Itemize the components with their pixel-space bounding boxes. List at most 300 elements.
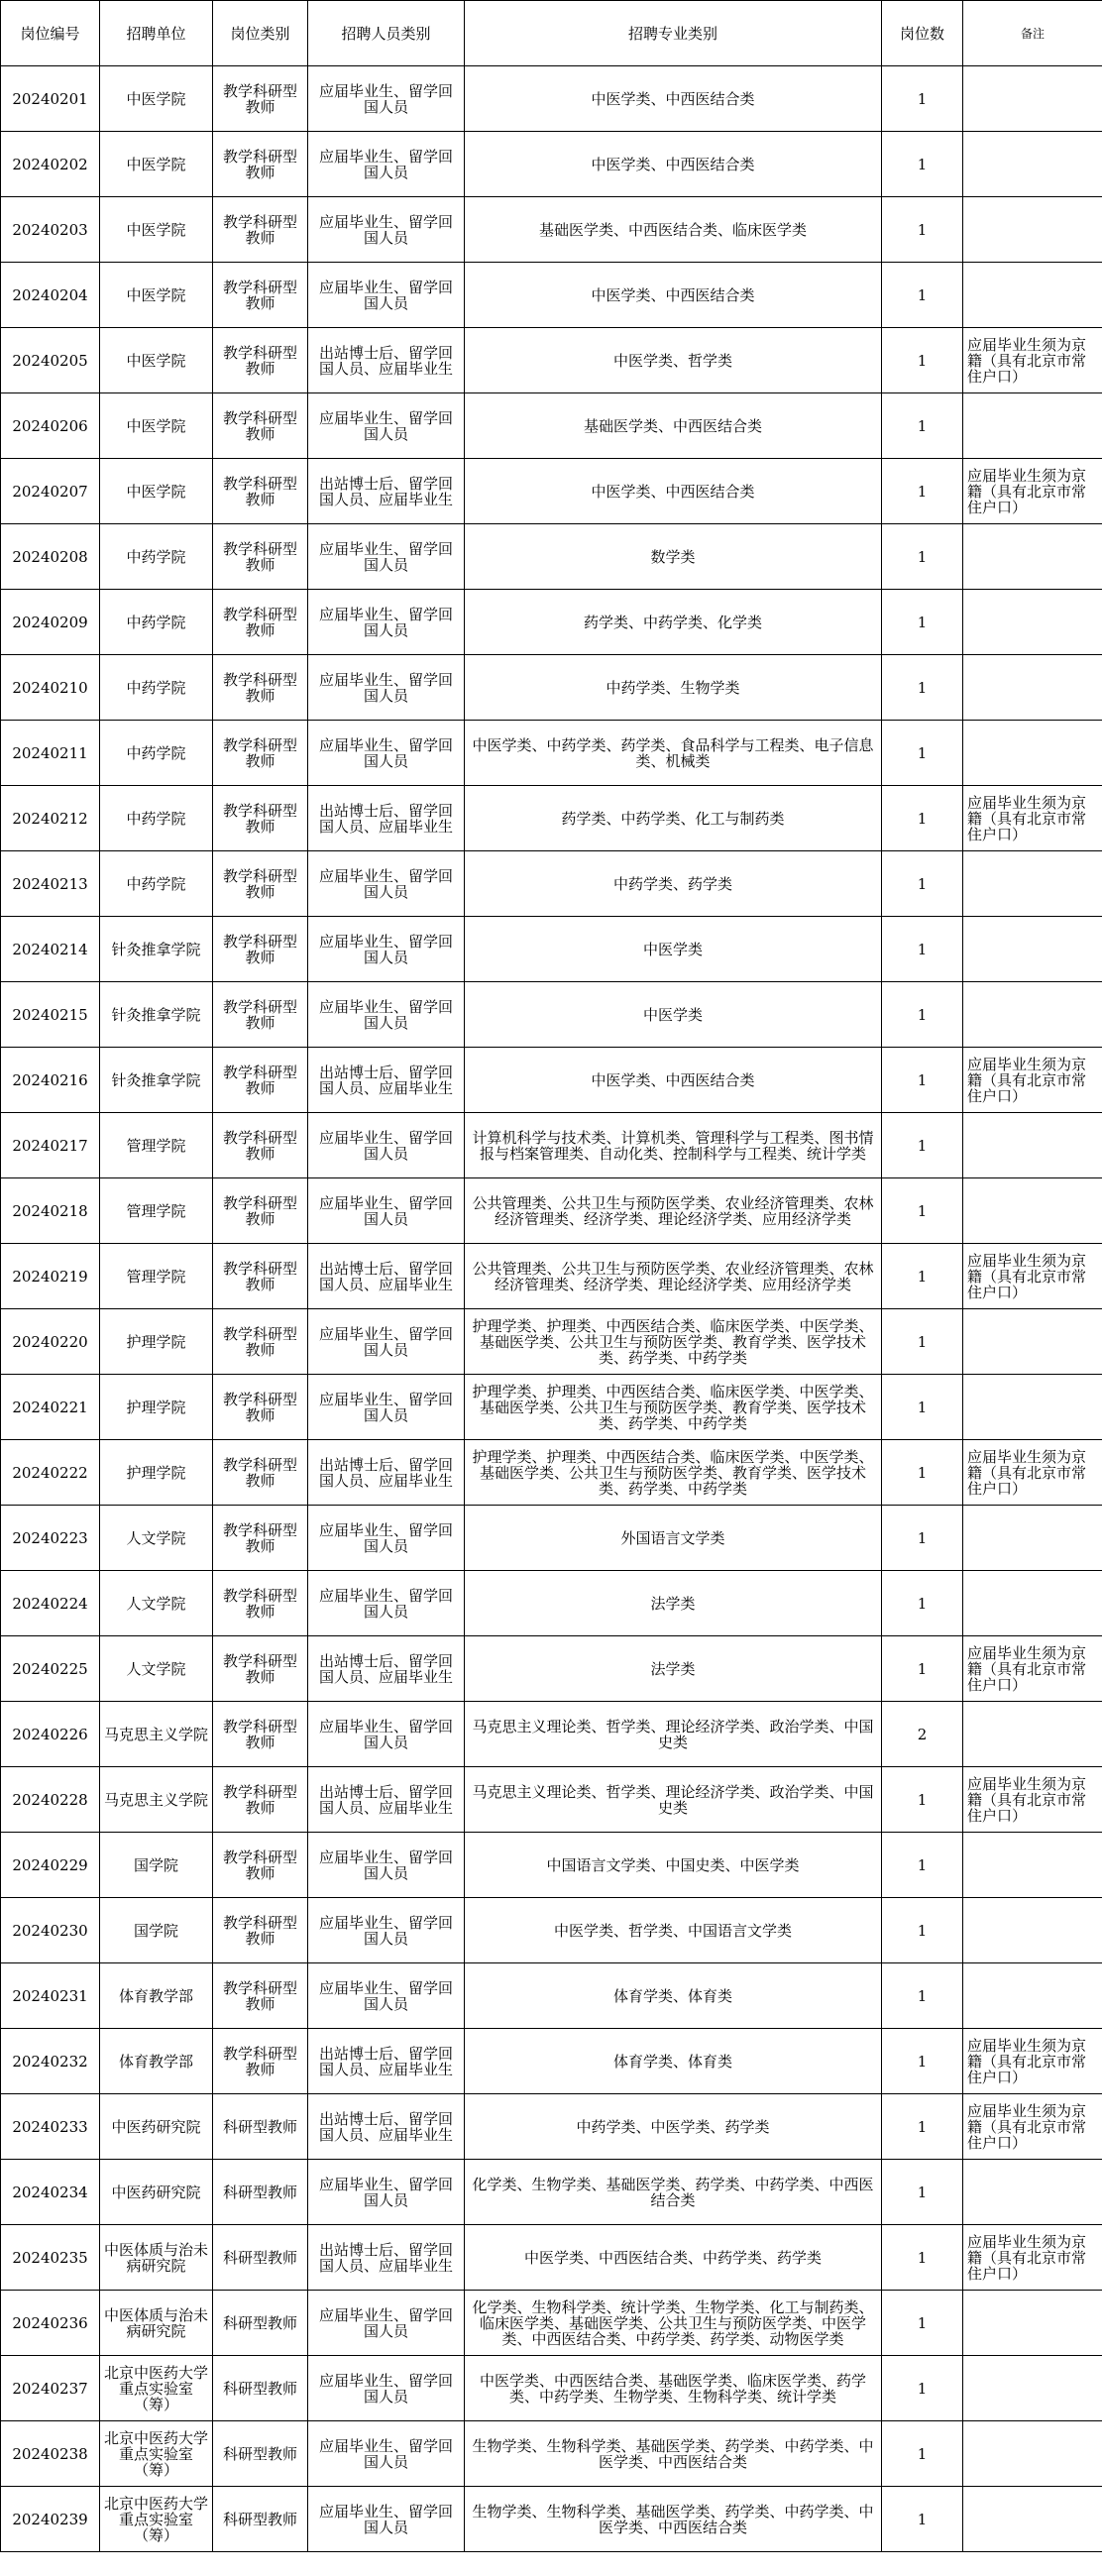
position-count-cell: 1 (882, 1767, 963, 1833)
position-type-cell: 教学科研型教师 (213, 1702, 308, 1767)
major-cell: 生物学类、生物科学类、基础医学类、药学类、中药学类、中医学类、中西医结合类 (465, 2487, 882, 2552)
position-code-cell: 20240231 (1, 1963, 100, 2029)
table-row (1, 2356, 1102, 2421)
personnel-type-cell: 应届毕业生、留学回国人员 (308, 2356, 465, 2421)
unit-cell: 体育教学部 (100, 2029, 213, 2094)
header-code: 岗位编号 (1, 1, 100, 66)
table-row (1, 2225, 1102, 2291)
position-type-cell: 教学科研型教师 (213, 1113, 308, 1178)
major-cell: 中医学类、中西医结合类、中药学类、药学类 (465, 2225, 882, 2291)
position-type-cell: 教学科研型教师 (213, 982, 308, 1048)
position-count-cell: 1 (882, 1963, 963, 2029)
position-type-cell: 教学科研型教师 (213, 263, 308, 328)
personnel-type-cell: 应届毕业生、留学回国人员 (308, 721, 465, 786)
major-cell: 基础医学类、中西医结合类 (465, 393, 882, 459)
position-type-cell: 教学科研型教师 (213, 1767, 308, 1833)
major-cell: 护理学类、护理类、中西医结合类、临床医学类、中医学类、基础医学类、公共卫生与预防医学类、教育学类、医学技术类、药学类、中药学类 (465, 1440, 882, 1506)
major-cell: 马克思主义理论类、哲学类、理论经济学类、政治学类、中国史类 (465, 1767, 882, 1833)
personnel-type-cell: 应届毕业生、留学回国人员 (308, 1898, 465, 1963)
header-type: 岗位类别 (213, 1, 308, 66)
position-code-cell: 20240217 (1, 1113, 100, 1178)
personnel-type-cell: 应届毕业生、留学回国人员 (308, 1375, 465, 1440)
position-code-cell: 20240201 (1, 66, 100, 132)
unit-cell: 国学院 (100, 1833, 213, 1898)
unit-cell: 中药学院 (100, 655, 213, 721)
position-code-cell: 20240215 (1, 982, 100, 1048)
unit-cell: 北京中医药大学重点实验室（筹） (100, 2356, 213, 2421)
position-type-cell: 教学科研型教师 (213, 1898, 308, 1963)
note-cell (963, 2160, 1102, 2225)
position-count-cell: 1 (882, 2094, 963, 2160)
position-code-cell: 20240224 (1, 1571, 100, 1636)
personnel-type-cell: 出站博士后、留学回国人员、应届毕业生 (308, 328, 465, 393)
position-type-cell: 教学科研型教师 (213, 786, 308, 851)
major-cell: 中医学类、哲学类、中国语言文学类 (465, 1898, 882, 1963)
position-type-cell: 教学科研型教师 (213, 328, 308, 393)
position-type-cell: 教学科研型教师 (213, 655, 308, 721)
note-cell: 应届毕业生须为京籍（具有北京市常住户口） (963, 328, 1102, 393)
header-major: 招聘专业类别 (465, 1, 882, 66)
personnel-type-cell: 应届毕业生、留学回国人员 (308, 1963, 465, 2029)
major-cell: 中医学类、中药学类、药学类、食品科学与工程类、电子信息类、机械类 (465, 721, 882, 786)
table-row (1, 1702, 1102, 1767)
personnel-type-cell: 应届毕业生、留学回国人员 (308, 655, 465, 721)
major-cell: 基础医学类、中西医结合类、临床医学类 (465, 197, 882, 263)
position-type-cell: 教学科研型教师 (213, 66, 308, 132)
unit-cell: 中医学院 (100, 66, 213, 132)
personnel-type-cell: 应届毕业生、留学回国人员 (308, 524, 465, 590)
note-cell (963, 721, 1102, 786)
unit-cell: 管理学院 (100, 1244, 213, 1309)
position-count-cell: 1 (882, 1244, 963, 1309)
position-code-cell: 20240212 (1, 786, 100, 851)
unit-cell: 中医学院 (100, 263, 213, 328)
position-count-cell: 1 (882, 655, 963, 721)
note-cell (963, 1375, 1102, 1440)
table-row (1, 1113, 1102, 1178)
position-count-cell: 1 (882, 66, 963, 132)
major-cell: 外国语言文学类 (465, 1506, 882, 1571)
personnel-type-cell: 出站博士后、留学回国人员、应届毕业生 (308, 1048, 465, 1113)
table-row (1, 263, 1102, 328)
personnel-type-cell: 应届毕业生、留学回国人员 (308, 590, 465, 655)
position-type-cell: 教学科研型教师 (213, 524, 308, 590)
personnel-type-cell: 出站博士后、留学回国人员、应届毕业生 (308, 2029, 465, 2094)
position-count-cell: 1 (882, 917, 963, 982)
table-row (1, 459, 1102, 524)
position-code-cell: 20240223 (1, 1506, 100, 1571)
table-row (1, 2487, 1102, 2552)
position-count-cell: 1 (882, 1506, 963, 1571)
unit-cell: 中药学院 (100, 851, 213, 917)
position-count-cell: 1 (882, 1113, 963, 1178)
unit-cell: 国学院 (100, 1898, 213, 1963)
position-code-cell: 20240219 (1, 1244, 100, 1309)
position-count-cell: 1 (882, 2225, 963, 2291)
note-cell (963, 1113, 1102, 1178)
position-code-cell: 20240209 (1, 590, 100, 655)
unit-cell: 护理学院 (100, 1375, 213, 1440)
position-type-cell: 科研型教师 (213, 2487, 308, 2552)
note-cell (963, 263, 1102, 328)
note-cell (963, 655, 1102, 721)
personnel-type-cell: 应届毕业生、留学回国人员 (308, 2421, 465, 2487)
table-row (1, 655, 1102, 721)
header-note: 备注 (963, 1, 1102, 66)
position-count-cell: 1 (882, 1898, 963, 1963)
major-cell: 中医学类、中西医结合类 (465, 263, 882, 328)
major-cell: 法学类 (465, 1571, 882, 1636)
position-code-cell: 20240228 (1, 1767, 100, 1833)
position-code-cell: 20240208 (1, 524, 100, 590)
position-code-cell: 20240230 (1, 1898, 100, 1963)
table-row (1, 328, 1102, 393)
position-type-cell: 教学科研型教师 (213, 1440, 308, 1506)
position-count-cell: 1 (882, 197, 963, 263)
major-cell: 体育学类、体育类 (465, 2029, 882, 2094)
table-row (1, 132, 1102, 197)
position-count-cell: 1 (882, 132, 963, 197)
header-row (1, 1, 1102, 66)
position-count-cell: 1 (882, 786, 963, 851)
position-type-cell: 教学科研型教师 (213, 1571, 308, 1636)
table-row (1, 2291, 1102, 2356)
unit-cell: 中药学院 (100, 590, 213, 655)
personnel-type-cell: 应届毕业生、留学回国人员 (308, 197, 465, 263)
position-code-cell: 20240211 (1, 721, 100, 786)
position-type-cell: 教学科研型教师 (213, 590, 308, 655)
note-cell (963, 851, 1102, 917)
table-row (1, 1898, 1102, 1963)
position-code-cell: 20240221 (1, 1375, 100, 1440)
position-count-cell: 1 (882, 2160, 963, 2225)
unit-cell: 中医学院 (100, 393, 213, 459)
personnel-type-cell: 应届毕业生、留学回国人员 (308, 1309, 465, 1375)
major-cell: 中国语言文学类、中国史类、中医学类 (465, 1833, 882, 1898)
position-type-cell: 教学科研型教师 (213, 1506, 308, 1571)
position-code-cell: 20240202 (1, 132, 100, 197)
header-count: 岗位数 (882, 1, 963, 66)
position-code-cell: 20240204 (1, 263, 100, 328)
position-code-cell: 20240216 (1, 1048, 100, 1113)
unit-cell: 护理学院 (100, 1440, 213, 1506)
position-code-cell: 20240207 (1, 459, 100, 524)
table-row (1, 851, 1102, 917)
table-row (1, 1375, 1102, 1440)
table-row (1, 1636, 1102, 1702)
position-count-cell: 1 (882, 1833, 963, 1898)
unit-cell: 北京中医药大学重点实验室（筹） (100, 2421, 213, 2487)
personnel-type-cell: 应届毕业生、留学回国人员 (308, 1113, 465, 1178)
unit-cell: 人文学院 (100, 1571, 213, 1636)
major-cell: 化学类、生物科学类、统计学类、生物学类、化工与制药类、临床医学类、基础医学类、公共卫生与预防医学类、中医学类、中西医结合类、中药学类、药学类、动物医学类 (465, 2291, 882, 2356)
position-type-cell: 教学科研型教师 (213, 1833, 308, 1898)
unit-cell: 中药学院 (100, 524, 213, 590)
position-code-cell: 20240218 (1, 1178, 100, 1244)
table-row (1, 66, 1102, 132)
table-row (1, 197, 1102, 263)
unit-cell: 针灸推拿学院 (100, 917, 213, 982)
position-code-cell: 20240225 (1, 1636, 100, 1702)
unit-cell: 体育教学部 (100, 1963, 213, 2029)
major-cell: 中药学类、生物学类 (465, 655, 882, 721)
position-count-cell: 1 (882, 1178, 963, 1244)
position-count-cell: 1 (882, 1440, 963, 1506)
unit-cell: 中医体质与治未病研究院 (100, 2291, 213, 2356)
position-count-cell: 1 (882, 1309, 963, 1375)
personnel-type-cell: 出站博士后、留学回国人员、应届毕业生 (308, 1440, 465, 1506)
major-cell: 数学类 (465, 524, 882, 590)
position-code-cell: 20240239 (1, 2487, 100, 2552)
position-code-cell: 20240213 (1, 851, 100, 917)
personnel-type-cell: 出站博士后、留学回国人员、应届毕业生 (308, 786, 465, 851)
note-cell (963, 197, 1102, 263)
position-count-cell: 1 (882, 590, 963, 655)
unit-cell: 中药学院 (100, 786, 213, 851)
note-cell (963, 524, 1102, 590)
position-type-cell: 教学科研型教师 (213, 851, 308, 917)
position-count-cell: 1 (882, 328, 963, 393)
table-row (1, 721, 1102, 786)
position-count-cell: 1 (882, 459, 963, 524)
major-cell: 中药学类、中医学类、药学类 (465, 2094, 882, 2160)
note-cell: 应届毕业生须为京籍（具有北京市常住户口） (963, 1636, 1102, 1702)
personnel-type-cell: 出站博士后、留学回国人员、应届毕业生 (308, 1636, 465, 1702)
position-type-cell: 科研型教师 (213, 2160, 308, 2225)
major-cell: 法学类 (465, 1636, 882, 1702)
unit-cell: 中医体质与治未病研究院 (100, 2225, 213, 2291)
personnel-type-cell: 应届毕业生、留学回国人员 (308, 132, 465, 197)
note-cell: 应届毕业生须为京籍（具有北京市常住户口） (963, 786, 1102, 851)
note-cell (963, 66, 1102, 132)
position-code-cell: 20240232 (1, 2029, 100, 2094)
table-row (1, 1833, 1102, 1898)
major-cell: 体育学类、体育类 (465, 1963, 882, 2029)
note-cell: 应届毕业生须为京籍（具有北京市常住户口） (963, 2225, 1102, 2291)
position-type-cell: 教学科研型教师 (213, 459, 308, 524)
major-cell: 药学类、中药学类、化工与制药类 (465, 786, 882, 851)
personnel-type-cell: 应届毕业生、留学回国人员 (308, 66, 465, 132)
position-code-cell: 20240222 (1, 1440, 100, 1506)
note-cell: 应届毕业生须为京籍（具有北京市常住户口） (963, 1440, 1102, 1506)
position-type-cell: 教学科研型教师 (213, 721, 308, 786)
position-type-cell: 教学科研型教师 (213, 197, 308, 263)
personnel-type-cell: 应届毕业生、留学回国人员 (308, 263, 465, 328)
note-cell (963, 2421, 1102, 2487)
note-cell (963, 982, 1102, 1048)
position-code-cell: 20240238 (1, 2421, 100, 2487)
note-cell (963, 2291, 1102, 2356)
note-cell (963, 2487, 1102, 2552)
table-row (1, 1963, 1102, 2029)
position-count-cell: 1 (882, 1048, 963, 1113)
position-code-cell: 20240210 (1, 655, 100, 721)
unit-cell: 人文学院 (100, 1636, 213, 1702)
table-body (1, 66, 1102, 2552)
unit-cell: 中医学院 (100, 459, 213, 524)
position-type-cell: 科研型教师 (213, 2356, 308, 2421)
personnel-type-cell: 出站博士后、留学回国人员、应届毕业生 (308, 2225, 465, 2291)
position-code-cell: 20240229 (1, 1833, 100, 1898)
major-cell: 中医学类、中西医结合类、基础医学类、临床医学类、药学类、中药学类、生物学类、生物科学类、统计学类 (465, 2356, 882, 2421)
table-row (1, 917, 1102, 982)
major-cell: 护理学类、护理类、中西医结合类、临床医学类、中医学类、基础医学类、公共卫生与预防医学类、教育学类、医学技术类、药学类、中药学类 (465, 1309, 882, 1375)
unit-cell: 马克思主义学院 (100, 1767, 213, 1833)
position-type-cell: 教学科研型教师 (213, 393, 308, 459)
position-type-cell: 科研型教师 (213, 2291, 308, 2356)
position-count-cell: 1 (882, 2291, 963, 2356)
position-count-cell: 1 (882, 2356, 963, 2421)
position-count-cell: 1 (882, 1571, 963, 1636)
personnel-type-cell: 出站博士后、留学回国人员、应届毕业生 (308, 1244, 465, 1309)
position-count-cell: 1 (882, 2029, 963, 2094)
position-count-cell: 1 (882, 524, 963, 590)
major-cell: 中药学类、药学类 (465, 851, 882, 917)
major-cell: 中医学类、中西医结合类 (465, 1048, 882, 1113)
position-count-cell: 1 (882, 1375, 963, 1440)
table-row (1, 2094, 1102, 2160)
position-code-cell: 20240206 (1, 393, 100, 459)
note-cell: 应届毕业生须为京籍（具有北京市常住户口） (963, 459, 1102, 524)
position-count-cell: 1 (882, 982, 963, 1048)
major-cell: 中医学类、中西医结合类 (465, 459, 882, 524)
position-count-cell: 1 (882, 721, 963, 786)
table-row (1, 1048, 1102, 1113)
unit-cell: 中医药研究院 (100, 2160, 213, 2225)
table-row (1, 1571, 1102, 1636)
unit-cell: 中医学院 (100, 197, 213, 263)
unit-cell: 护理学院 (100, 1309, 213, 1375)
table-row (1, 982, 1102, 1048)
note-cell (963, 1833, 1102, 1898)
position-type-cell: 教学科研型教师 (213, 1636, 308, 1702)
position-type-cell: 教学科研型教师 (213, 1048, 308, 1113)
header-unit: 招聘单位 (100, 1, 213, 66)
unit-cell: 北京中医药大学重点实验室（筹） (100, 2487, 213, 2552)
unit-cell: 中医药研究院 (100, 2094, 213, 2160)
major-cell: 中医学类 (465, 917, 882, 982)
note-cell (963, 917, 1102, 982)
note-cell (963, 1506, 1102, 1571)
position-code-cell: 20240214 (1, 917, 100, 982)
position-type-cell: 教学科研型教师 (213, 132, 308, 197)
personnel-type-cell: 应届毕业生、留学回国人员 (308, 1571, 465, 1636)
personnel-type-cell: 出站博士后、留学回国人员、应届毕业生 (308, 2094, 465, 2160)
major-cell: 计算机科学与技术类、计算机类、管理科学与工程类、图书情报与档案管理类、自动化类、控制科学与工程类、统计学类 (465, 1113, 882, 1178)
position-type-cell: 科研型教师 (213, 2225, 308, 2291)
note-cell: 应届毕业生须为京籍（具有北京市常住户口） (963, 1767, 1102, 1833)
personnel-type-cell: 应届毕业生、留学回国人员 (308, 851, 465, 917)
note-cell (963, 1571, 1102, 1636)
position-code-cell: 20240203 (1, 197, 100, 263)
position-type-cell: 教学科研型教师 (213, 1309, 308, 1375)
personnel-type-cell: 出站博士后、留学回国人员、应届毕业生 (308, 459, 465, 524)
position-count-cell: 2 (882, 1702, 963, 1767)
header-personnel: 招聘人员类别 (308, 1, 465, 66)
table-row (1, 2421, 1102, 2487)
position-type-cell: 科研型教师 (213, 2094, 308, 2160)
unit-cell: 管理学院 (100, 1178, 213, 1244)
personnel-type-cell: 应届毕业生、留学回国人员 (308, 2160, 465, 2225)
table-row (1, 2029, 1102, 2094)
table-row (1, 2160, 1102, 2225)
personnel-type-cell: 应届毕业生、留学回国人员 (308, 393, 465, 459)
position-count-cell: 1 (882, 1636, 963, 1702)
note-cell: 应届毕业生须为京籍（具有北京市常住户口） (963, 2094, 1102, 2160)
unit-cell: 管理学院 (100, 1113, 213, 1178)
position-count-cell: 1 (882, 393, 963, 459)
personnel-type-cell: 应届毕业生、留学回国人员 (308, 1506, 465, 1571)
major-cell: 护理学类、护理类、中西医结合类、临床医学类、中医学类、基础医学类、公共卫生与预防医学类、教育学类、医学技术类、药学类、中药学类 (465, 1375, 882, 1440)
personnel-type-cell: 应届毕业生、留学回国人员 (308, 1833, 465, 1898)
major-cell: 马克思主义理论类、哲学类、理论经济学类、政治学类、中国史类 (465, 1702, 882, 1767)
major-cell: 中医学类、中西医结合类 (465, 132, 882, 197)
major-cell: 药学类、中药学类、化学类 (465, 590, 882, 655)
major-cell: 公共管理类、公共卫生与预防医学类、农业经济管理类、农林经济管理类、经济学类、理论经济学类、应用经济学类 (465, 1178, 882, 1244)
personnel-type-cell: 应届毕业生、留学回国人员 (308, 1178, 465, 1244)
note-cell (963, 1702, 1102, 1767)
note-cell (963, 590, 1102, 655)
personnel-type-cell: 出站博士后、留学回国人员、应届毕业生 (308, 1767, 465, 1833)
table-row (1, 1506, 1102, 1571)
position-count-cell: 1 (882, 263, 963, 328)
table-row (1, 786, 1102, 851)
position-code-cell: 20240226 (1, 1702, 100, 1767)
major-cell: 公共管理类、公共卫生与预防医学类、农业经济管理类、农林经济管理类、经济学类、理论经济学类、应用经济学类 (465, 1244, 882, 1309)
major-cell: 化学类、生物学类、基础医学类、药学类、中药学类、中西医结合类 (465, 2160, 882, 2225)
major-cell: 生物学类、生物科学类、基础医学类、药学类、中药学类、中医学类、中西医结合类 (465, 2421, 882, 2487)
unit-cell: 马克思主义学院 (100, 1702, 213, 1767)
position-type-cell: 教学科研型教师 (213, 917, 308, 982)
table-row (1, 1244, 1102, 1309)
table-row (1, 393, 1102, 459)
position-type-cell: 教学科研型教师 (213, 1178, 308, 1244)
position-code-cell: 20240236 (1, 2291, 100, 2356)
position-code-cell: 20240237 (1, 2356, 100, 2421)
table-row (1, 1440, 1102, 1506)
unit-cell: 中医学院 (100, 328, 213, 393)
major-cell: 中医学类、哲学类 (465, 328, 882, 393)
table-row (1, 590, 1102, 655)
personnel-type-cell: 应届毕业生、留学回国人员 (308, 2487, 465, 2552)
position-code-cell: 20240205 (1, 328, 100, 393)
note-cell (963, 393, 1102, 459)
personnel-type-cell: 应届毕业生、留学回国人员 (308, 982, 465, 1048)
unit-cell: 针灸推拿学院 (100, 982, 213, 1048)
note-cell (963, 1309, 1102, 1375)
position-type-cell: 教学科研型教师 (213, 2029, 308, 2094)
position-code-cell: 20240233 (1, 2094, 100, 2160)
table-row (1, 1767, 1102, 1833)
table-row (1, 524, 1102, 590)
unit-cell: 人文学院 (100, 1506, 213, 1571)
unit-cell: 中药学院 (100, 721, 213, 786)
note-cell (963, 1963, 1102, 2029)
position-count-cell: 1 (882, 2421, 963, 2487)
position-type-cell: 教学科研型教师 (213, 1375, 308, 1440)
position-code-cell: 20240234 (1, 2160, 100, 2225)
major-cell: 中医学类 (465, 982, 882, 1048)
position-code-cell: 20240220 (1, 1309, 100, 1375)
position-count-cell: 1 (882, 851, 963, 917)
note-cell: 应届毕业生须为京籍（具有北京市常住户口） (963, 1244, 1102, 1309)
unit-cell: 中医学院 (100, 132, 213, 197)
major-cell: 中医学类、中西医结合类 (465, 66, 882, 132)
note-cell (963, 2356, 1102, 2421)
unit-cell: 针灸推拿学院 (100, 1048, 213, 1113)
table-row (1, 1309, 1102, 1375)
position-type-cell: 教学科研型教师 (213, 1963, 308, 2029)
